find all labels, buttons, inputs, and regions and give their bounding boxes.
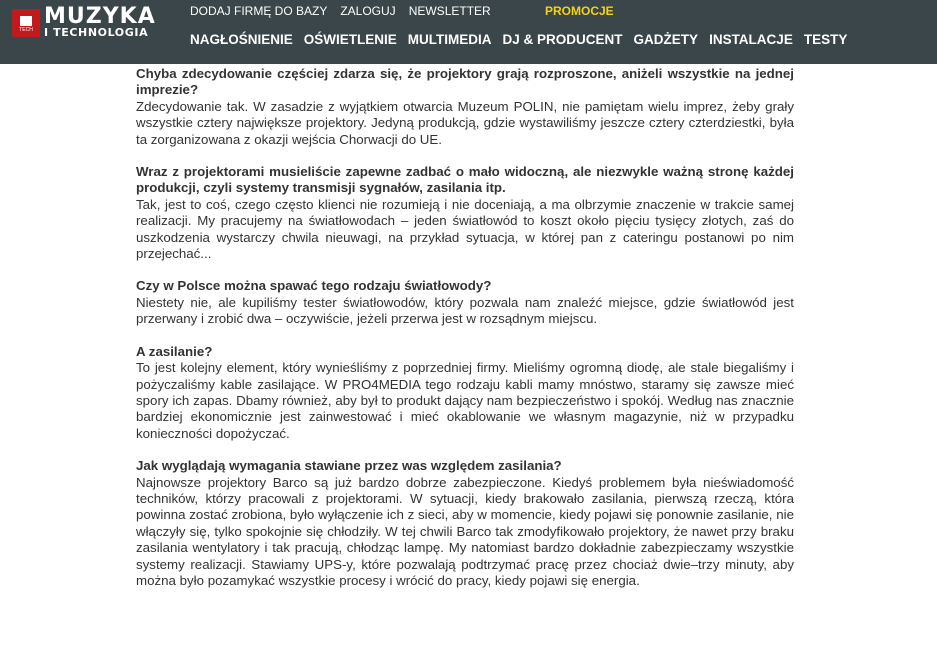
logo-subtitle: I TECHNOLOGIA — [44, 26, 149, 39]
logo-title: MUZYKA — [44, 4, 156, 29]
qa-block — [136, 66, 794, 148]
nav-item-gadzety[interactable]: GADŻETY — [633, 32, 699, 47]
question-text: Chyba zdecydowanie częściej zdarza się, że projektory grają rozproszone, aniżeli wszystkie na jednej imprezie? — [136, 66, 794, 98]
logo-badge-icon — [12, 9, 40, 37]
qa-block — [136, 164, 794, 262]
qa-block — [136, 458, 794, 589]
nav-item-naglosnienie[interactable]: NAGŁOŚNIENIE — [190, 32, 293, 47]
nav-add-company-link[interactable]: DODAJ FIRMĘ DO BAZY — [190, 4, 328, 18]
article-body — [136, 66, 794, 605]
question-text: A zasilanie? — [136, 343, 213, 359]
nav-item-testy[interactable]: TESTY — [803, 32, 848, 47]
site-header — [0, 0, 937, 64]
answer-text: Najnowsze projektory Barco są już bardzo dobrze zabezpieczone. Kiedyś problemem była nieświadomość techników, którzy pracowali z projektorami. W sytuacji, kiedy brakowało zasilania, pierwszą rzeczą, która powinna zostać zrobiona, było wyłączenie ich z sieci, aby w momencie, kiedy pojawi się ponownie zasilanie, nie włączyły się, tylko spokojnie się chłodziły. W tej chwili Barco tak zmodyfikowało projektory, że nawet przy braku zasilania wentylatory i tak pracują, chłodząc lampę. My natomiast bardzo dokładnie zabezpieczamy wszystkie systemy realizacji. Stawiamy UPS-y, które pozwalają podtrzymać pracę przez chociaż dwie–trzy minuty, aby można było pozamykać wszystkie procesy i wrócić do pracy, kiedy pojawi się energia. — [136, 474, 794, 588]
answer-text: To jest kolejny element, który wynieśliśmy z poprzedniej firmy. Mieliśmy ogromną diodę, ale stale biegaliśmy i pożyczaliśmy kable zasilające. W PRO4MEDIA tego rodzaju kabli mamy mnóstwo, staramy się zawsze mieć spory ich zapas. Dbamy również, aby był to produkt dający nam bezpieczeństwo i spokój. Według nas znacznie bardziej ekonomicznie jest zainwestować i mieć okablowanie we własnym magazynie, niż w przypadku konieczności dopożyczać. — [136, 360, 794, 441]
logo-badge-text: TECH — [19, 26, 33, 33]
answer-text: Niestety nie, ale kupiliśmy tester światłowodów, który pozwala nam znaleźć miejsce, gdzie światłowód jest przerwany i zrobić dwa – oczywiście, jeżeli przerwa jest w rozsądnym miejscu. — [136, 294, 794, 327]
site-logo[interactable] — [12, 4, 156, 39]
qa-block — [136, 278, 794, 327]
answer-text: Zdecydowanie tak. W zasadzie z wyjątkiem otwarcia Muzeum POLIN, nie pamiętam wielu imprez, żeby grały wszystkie cztery największe projektory. Jedyną produkcją, gdzie wystawiliśmy jeszcze cztery czterdziestki, była ta zorganizowana z okazji wejścia Chorwacji do UE. — [136, 98, 794, 147]
question-text: Jak wyglądają wymagania stawiane przez was względem zasilania? — [136, 458, 562, 474]
nav-login-link[interactable]: ZALOGUJ — [340, 4, 396, 18]
qa-block — [136, 344, 794, 442]
nav-newsletter-link[interactable]: NEWSLETTER — [408, 4, 491, 18]
top-nav — [190, 4, 614, 18]
question-text: Wraz z projektorami musieliście zapewne zadbać o mało widoczną, ale niezwykle ważną stronę każdej produkcji, czyli systemy transmisji sygnałów, zasilania itp. — [136, 164, 794, 196]
nav-promo-link[interactable]: PROMOCJE — [545, 4, 614, 18]
answer-text: Tak, jest to coś, czego często klienci nie rozumieją i nie doceniają, a ma olbrzymie znaczenie w trakcie samej realizacji. My pracujemy na światłowodach – jeden światłowód to koszt około pięciu tysięcy złotych, zaś do uszkodzenia wystarczy chwila nieuwagi, na przykład sytuacja, w której pan z cateringu postanowi po nim przejechać... — [136, 196, 794, 262]
nav-item-oswietlenie[interactable]: OŚWIETLENIE — [303, 32, 397, 47]
main-nav — [190, 32, 858, 47]
nav-item-instalacje[interactable]: INSTALACJE — [709, 32, 793, 47]
nav-item-multimedia[interactable]: MULTIMEDIA — [407, 32, 492, 47]
question-text: Czy w Polsce można spawać tego rodzaju światłowody? — [136, 278, 492, 294]
nav-item-dj-producent[interactable]: DJ & PRODUCENT — [502, 32, 623, 47]
